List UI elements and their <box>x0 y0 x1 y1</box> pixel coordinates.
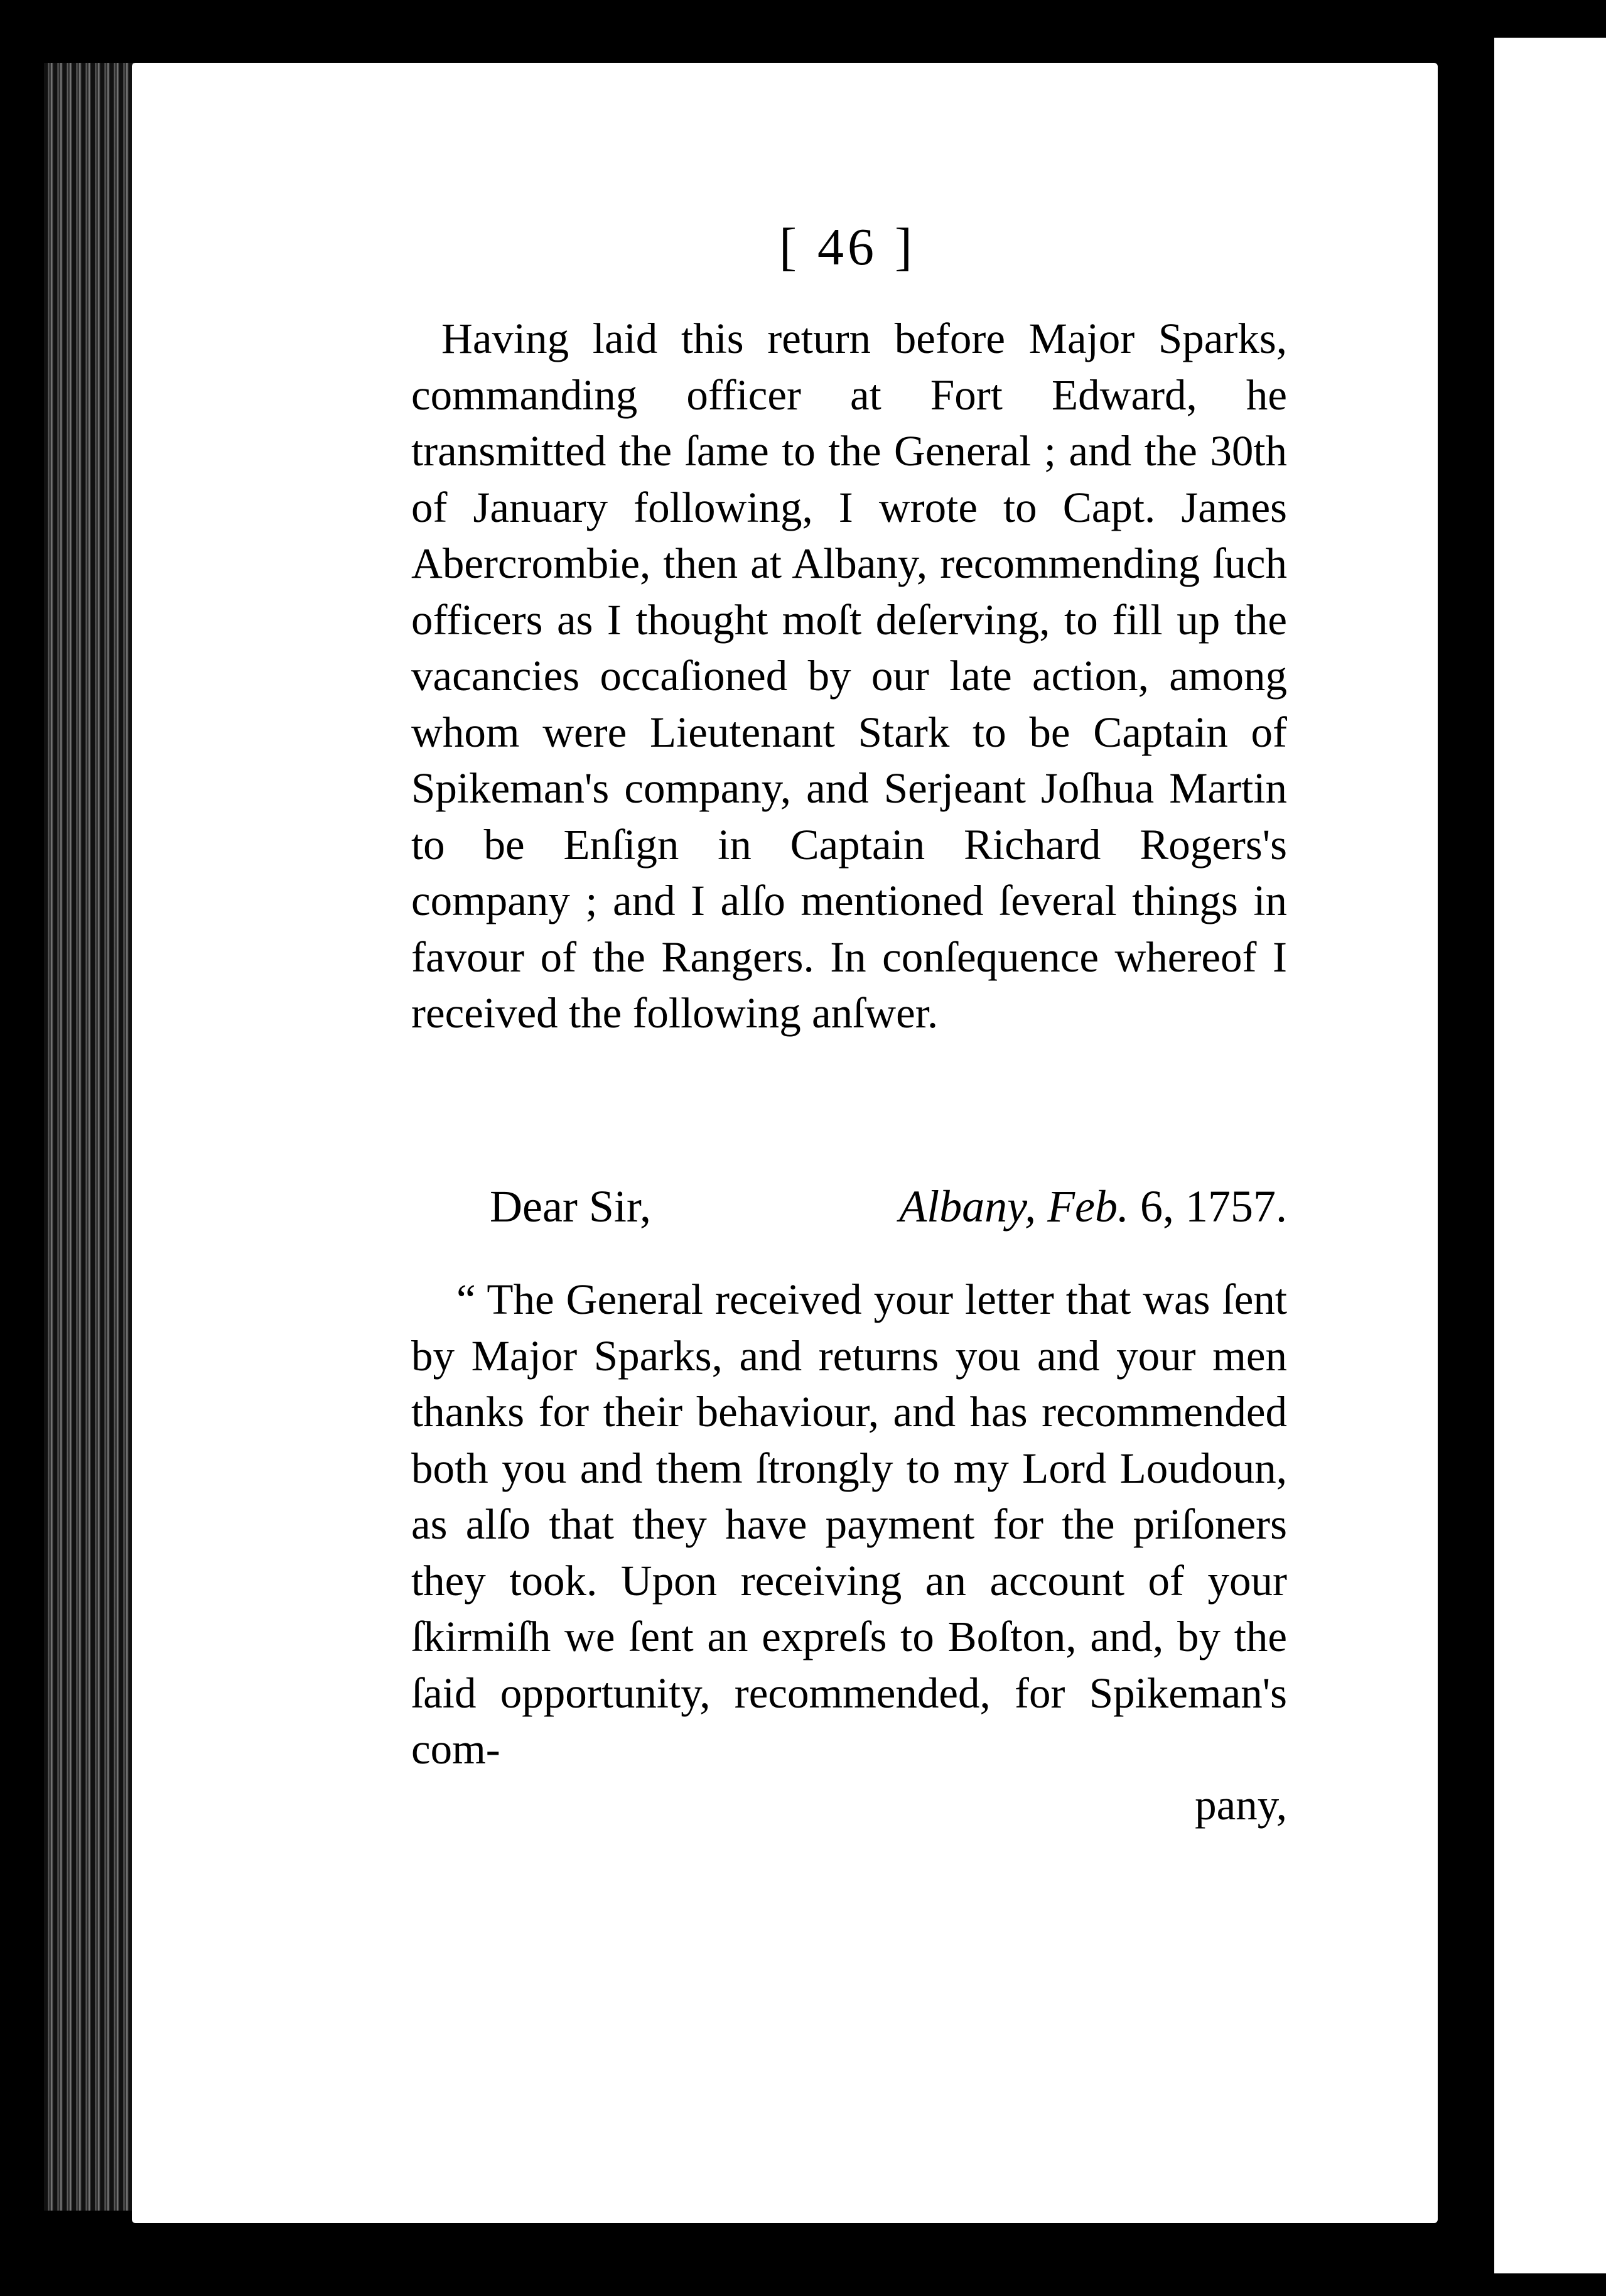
letter-dateline <box>899 1181 1287 1233</box>
page-number: [ 46 ] <box>779 218 916 276</box>
facing-page-edge <box>1494 38 1606 2273</box>
dateline-month: Feb. <box>1047 1181 1129 1232</box>
dateline-place: Albany, <box>899 1181 1037 1232</box>
dateline-date: 6, 1757. <box>1140 1181 1287 1232</box>
letter-paragraph: “ The General received your letter that was ſent by Major Sparks, and returns you and your men thanks for their behaviour, and has recommended both you and them ſtrongly to my Lord Loudoun, as alſo that they have payment for the priſoners they took. Upon receiving an account of your ſkirmiſh we ſent an expreſs to Boſton, and, by the ſaid opportunity, recommended, for Spikeman's com- <box>411 1275 1287 1773</box>
letter-heading <box>411 1181 1287 1243</box>
catchword: pany, <box>1195 1781 1287 1829</box>
letter-salutation: Dear Sir, <box>490 1181 652 1232</box>
body-paragraph-1: Having laid this return before Major Sparks, commanding officer at Fort Edward, he transmitted the ſame to the General ; and the 30th of January following, I wrote to Capt. James Abercrombie, then at Albany, recommending ſuch officers as I thought moſt deſerving, to fill up the vacancies occaſioned by our late action, among whom were Lieutenant Stark to be Captain of Spikeman's company, and Serjeant Joſhua Martin to be Enſign in Captain Richard Rogers's company ; and I alſo mentioned ſeveral things in favour of the Rangers. In conſequence whereof I received the following anſwer. <box>411 315 1287 1037</box>
